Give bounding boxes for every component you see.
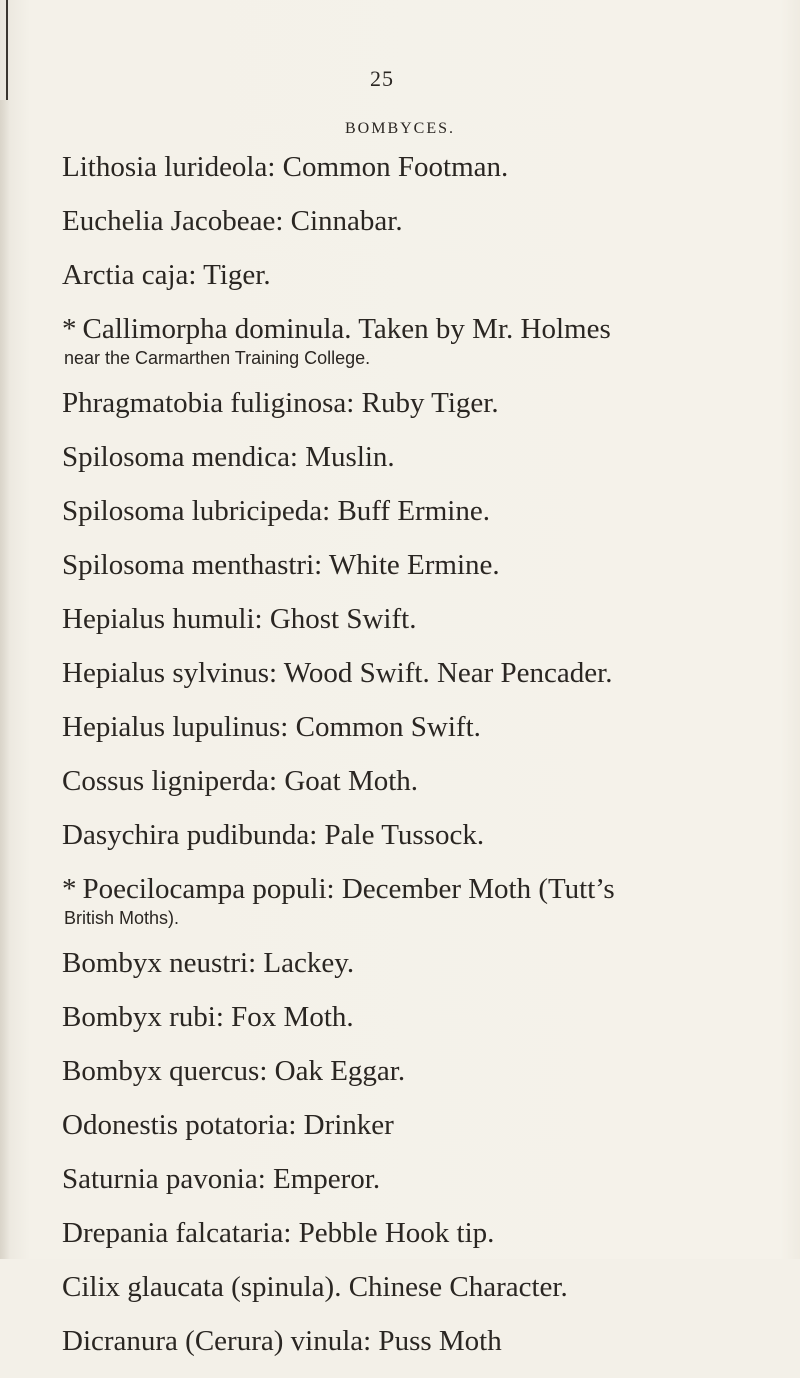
- entry-continuation: British Moths).: [64, 908, 180, 928]
- list-item: [62, 150, 792, 184]
- entry-text: Euchelia Jacobeae: Cinnabar.: [62, 205, 403, 237]
- entry-text: Hepialus sylvinus: Wood Swift. Near Pencader.: [62, 657, 613, 689]
- list-item: [62, 312, 792, 370]
- entry-text: Spilosoma lubricipeda: Buff Ermine.: [62, 495, 490, 527]
- list-item: [62, 1000, 792, 1034]
- list-item: [62, 872, 792, 930]
- list-item: [62, 818, 792, 852]
- asterisk-marker: *: [62, 313, 77, 345]
- entry-text: Phragmatobia fuliginosa: Ruby Tiger.: [62, 387, 499, 419]
- section-title: BOMBYCES.: [344, 120, 456, 137]
- entry-text: Hepialus lupulinus: Common Swift.: [62, 711, 481, 743]
- entry-text: Callimorpha dominula. Taken by Mr. Holmes: [82, 313, 611, 345]
- list-item: [62, 1216, 792, 1250]
- entry-text: Lithosia lurideola: Common Footman.: [62, 151, 509, 183]
- entry-text: Cossus ligniperda: Goat Moth.: [62, 765, 419, 797]
- list-item: [62, 258, 792, 292]
- list-item: [62, 1162, 792, 1196]
- entry-text: Bombyx quercus: Oak Eggar.: [62, 1055, 406, 1087]
- entry-text: Spilosoma mendica: Muslin.: [62, 441, 395, 473]
- entry-text: Hepialus humuli: Ghost Swift.: [62, 603, 417, 635]
- species-list: [62, 150, 792, 1378]
- entry-text: Odonestis potatoria: Drinker: [62, 1109, 394, 1141]
- list-item: [62, 204, 792, 238]
- page-number: 25: [370, 66, 394, 91]
- entry-text: Drepania falcataria: Pebble Hook tip.: [62, 1217, 495, 1249]
- entry-text: Cilix glaucata (spinula). Chinese Character.: [62, 1271, 568, 1303]
- list-item: [62, 548, 792, 582]
- list-item: [62, 710, 792, 744]
- list-item: [62, 946, 792, 980]
- entry-text: Dasychira pudibunda: Pale Tussock.: [62, 819, 485, 851]
- list-item: [62, 386, 792, 420]
- list-item: [62, 602, 792, 636]
- entry-continuation: near the Carmarthen Training College.: [64, 348, 371, 368]
- list-item: [62, 1324, 792, 1358]
- entry-text: Bombyx rubi: Fox Moth.: [62, 1001, 354, 1033]
- entry-text: Spilosoma menthastri: White Ermine.: [62, 549, 500, 581]
- entry-text: Saturnia pavonia: Emperor.: [62, 1163, 381, 1195]
- list-item: [62, 1270, 792, 1304]
- list-item: [62, 656, 792, 690]
- page-edge-rule: [6, 0, 8, 100]
- list-item: [62, 440, 792, 474]
- entry-text: Poecilocampa populi: December Moth (Tutt’s: [82, 873, 615, 905]
- list-item: [62, 764, 792, 798]
- entry-text: Dicranura (Cerura) vinula: Puss Moth: [62, 1325, 502, 1357]
- entry-text: Arctia caja: Tiger.: [62, 259, 271, 291]
- list-item: [62, 1054, 792, 1088]
- gutter-shadow: [0, 100, 10, 1259]
- list-item: [62, 1108, 792, 1142]
- entry-text: Bombyx neustri: Lackey.: [62, 947, 355, 979]
- list-item: [62, 494, 792, 528]
- asterisk-marker: *: [62, 873, 77, 905]
